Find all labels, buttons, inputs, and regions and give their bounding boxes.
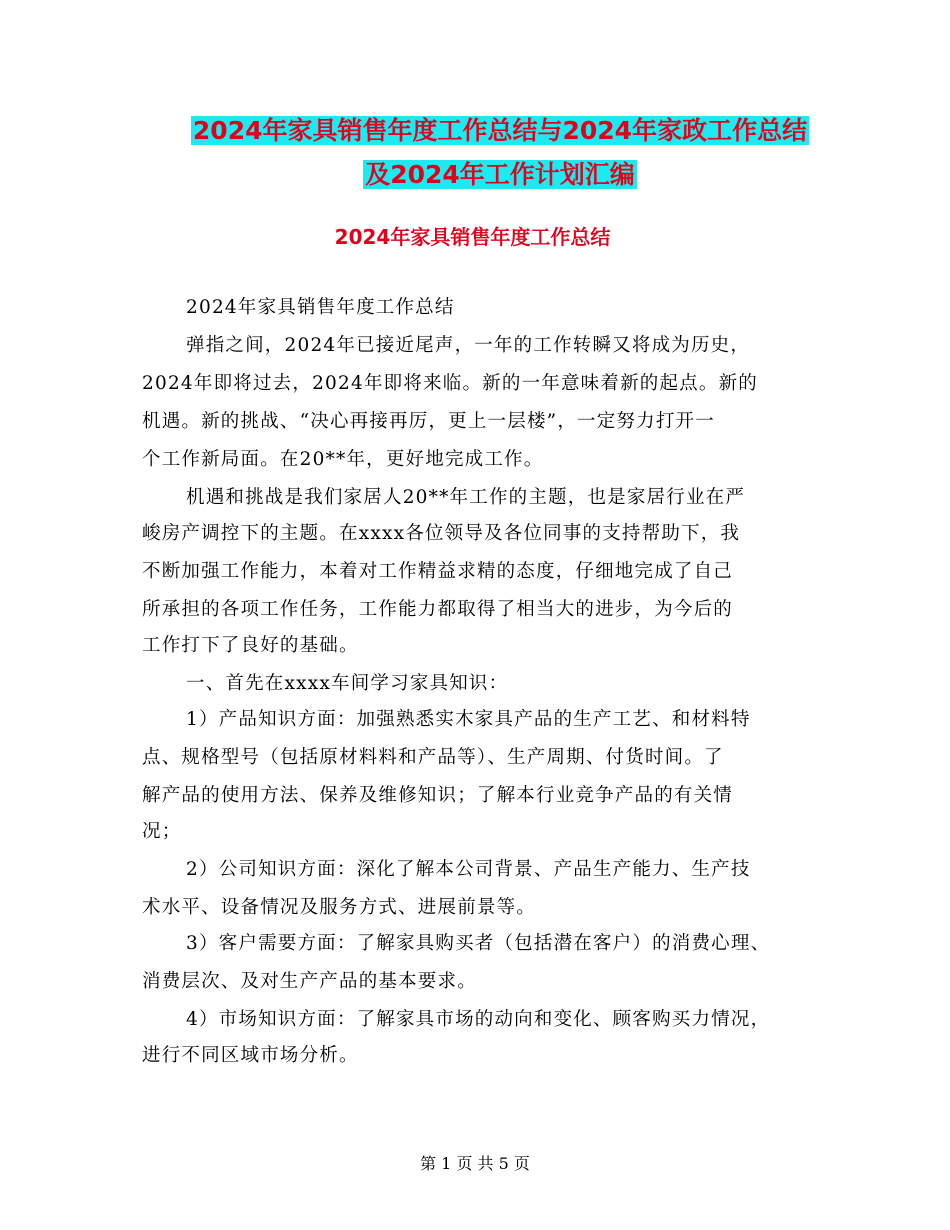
body-line: 消费层次、及对生产产品的基本要求。	[142, 971, 477, 992]
body-line: 峻房产调控下的主题。在xxxx各位领导及各位同事的支持帮助下，我	[142, 523, 741, 544]
document-title-text-1: 2024年家具销售年度工作总结与2024年家政工作总结	[192, 116, 808, 145]
body-line: 所承担的各项工作任务，工作能力都取得了相当大的进步，为今后的	[142, 599, 734, 620]
body-line: 况；	[142, 821, 182, 842]
body-line: 不断加强工作能力，本着对工作精益求精的态度，仔细地完成了自己	[142, 561, 734, 582]
page-number-footer: 第 1 页 共 5 页	[420, 1154, 530, 1173]
body-line: 机遇。新的挑战、“决心再接再厉，更上一层楼”，一定努力打开一	[142, 411, 715, 432]
section-title: 2024年家具销售年度工作总结	[334, 225, 611, 249]
body-line: 2024年家具销售年度工作总结	[186, 297, 455, 318]
body-line: 机遇和挑战是我们家居人20**年工作的主题，也是家居行业在严	[186, 487, 746, 508]
body-line: 个工作新局面。在20**年，更好地完成工作。	[142, 449, 544, 470]
body-line: 3）客户需要方面：了解家具购买者（包括潜在客户）的消费心理、	[186, 933, 771, 954]
document-title-line-1	[100, 113, 900, 149]
document-title-text-2: 及2024年工作计划汇编	[365, 160, 635, 189]
document-title-line-2	[100, 157, 900, 193]
body-line: 4）市场知识方面：了解家具市场的动向和变化、顾客购买力情况，	[186, 1009, 771, 1030]
body-line: 点、规格型号（包括原材料料和产品等）、生产周期、付货时间。了	[142, 747, 724, 768]
body-line: 2）公司知识方面：深化了解本公司背景、产品生产能力、生产技	[186, 859, 751, 880]
body-line: 进行不同区域市场分析。	[142, 1045, 359, 1066]
body-line: 1）产品知识方面：加强熟悉实木家具产品的生产工艺、和材料特	[186, 709, 751, 730]
body-line: 术水平、设备情况及服务方式、进展前景等。	[142, 897, 537, 918]
body-line: 2024年即将过去，2024年即将来临。新的一年意味着新的起点。新的	[142, 373, 758, 394]
body-line: 弹指之间，2024年已接近尾声，一年的工作转瞬又将成为历史，	[186, 335, 751, 356]
body-line: 工作打下了良好的基础。	[142, 635, 359, 656]
body-line: 一、首先在xxxx车间学习家具知识：	[186, 673, 509, 694]
body-line: 解产品的使用方法、保养及维修知识；了解本行业竞争产品的有关情	[142, 785, 734, 806]
